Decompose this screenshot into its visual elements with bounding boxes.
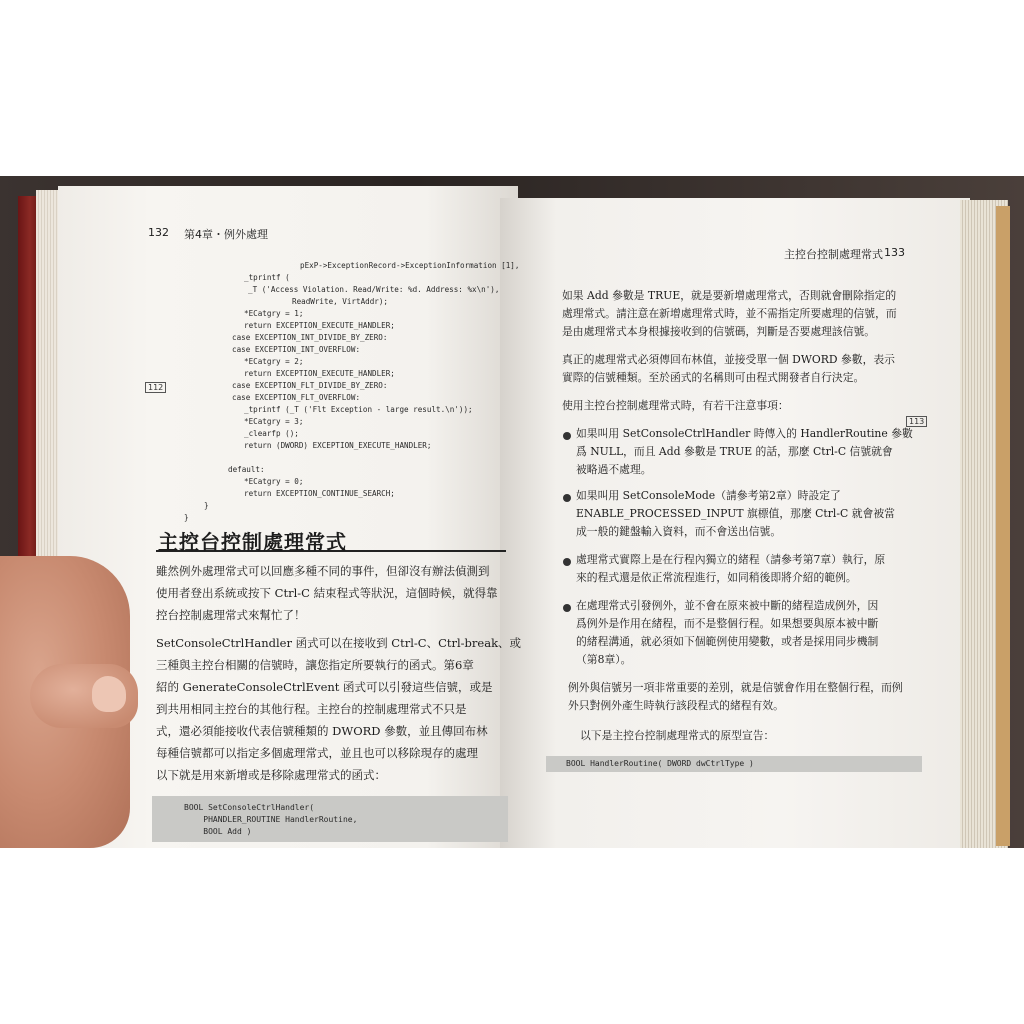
bullet-line: （第8章）。 [576,653,632,666]
code-box-line: BOOL SetConsoleCtrlHandler( [184,803,315,812]
code-line: } [204,501,209,510]
right-paragraph-line: 處理常式。請注意在新增處理常式時，並不需指定所要處理的信號，而 [562,307,897,320]
right-paragraph-line: 實際的信號種類。至於函式的名稱則可由程式開發者自行決定。 [562,371,865,384]
code-line: *ECatgry = 2; [244,357,304,366]
left-paragraph-line: 控台控制處理常式來幫忙了！ [156,608,306,622]
bullet-icon [563,494,571,502]
code-line: _tprintf ( [244,273,290,282]
code-line: return (DWORD) EXCEPTION_EXECUTE_HANDLER; [244,441,432,450]
right-paragraph-line: 是由處理常式本身根據接收到的信號碼，判斷是否要處理該信號。 [562,325,876,338]
left-paragraph-line: 三種與主控台相關的信號時，讓您指定所要執行的函式。第6章 [156,658,474,672]
left-paragraph-line: 式，還必須能接收代表信號種類的 DWORD 參數，並且傳回布林 [156,724,488,738]
code-line: ReadWrite, VirtAddr); [292,297,389,306]
bullet-line: 在處理常式引發例外，並不會在原來被中斷的緒程造成例外，因 [576,599,879,612]
bullet-line: ENABLE_PROCESSED_INPUT 旗標值，那麼 Ctrl-C 就會被當 [576,507,895,520]
bullet-line: 如果叫用 SetConsoleCtrlHandler 時傳入的 HandlerRoutine 參數 [576,427,913,440]
code-box-line: PHANDLER_ROUTINE HandlerRoutine, [184,815,358,824]
right-paragraph-line: 使用主控台控制處理常式時，有若干注意事項： [562,399,789,412]
left-paragraph-line: 到共用相同主控台的其他行程。主控台的控制處理常式不只是 [156,702,467,716]
code-line: *ECatgry = 1; [244,309,304,318]
code-line: default: [228,465,265,474]
code-line: return EXCEPTION_EXECUTE_HANDLER; [244,369,395,378]
code-line: } [184,513,189,522]
bullet-line: 處理常式實際上是在行程內獨立的緒程（請參考第7章）執行，原 [576,553,886,566]
right-paragraph-line: 以下是主控台控制處理常式的原型宣告： [580,729,775,742]
bullet-line: 爲例外是作用在緒程，而不是整個行程。如果想要與原本被中斷 [576,617,879,630]
code-line: _T ('Access Violation. Read/Write: %d. Address: %x\n'), [248,285,500,294]
section-title: 主控台控制處理常式 [158,530,347,554]
left-paragraph-line: 使用者登出系統或按下 Ctrl-C 結束程式等狀況，這個時候，就得靠 [156,586,498,600]
bullet-icon [563,558,571,566]
right-paragraph-line: 例外與信號另一項非常重要的差別，就是信號會作用在整個行程，而例 [568,681,903,694]
code-line: return EXCEPTION_EXECUTE_HANDLER; [244,321,395,330]
bullet-line: 來的程式還是依正常流程進行，如同稍後即將介紹的範例。 [576,571,857,584]
left-paragraph-line: SetConsoleCtrlHandler 函式可以在接收到 Ctrl-C、Ctrl-break、或 [156,636,522,650]
left-paragraph-line: 每種信號都可以指定多個處理常式，並且也可以移除現存的處理 [156,746,478,760]
code-line: case EXCEPTION_FLT_DIVIDE_BY_ZERO: [232,381,388,390]
bullet-line: 的緒程溝通，就必須如下個範例使用變數，或者是採用同步機制 [576,635,879,648]
bullet-line: 被略過不處理。 [576,463,652,476]
code-line: _tprintf (_T ('Flt Exception - large result.\n')); [244,405,473,414]
code-line: case EXCEPTION_INT_OVERFLOW: [232,345,361,354]
right-page-number: 133 [884,246,905,259]
bullet-icon [563,432,571,440]
bullet-line: 爲 NULL，而且 Add 參數是 TRUE 的話，那麼 Ctrl-C 信號就會 [576,445,893,458]
code-line: case EXCEPTION_INT_DIVIDE_BY_ZERO: [232,333,388,342]
bullet-icon [563,604,571,612]
code-line: pExP->ExceptionRecord->ExceptionInformation [1], [300,261,520,270]
left-page-number: 132 [148,226,169,239]
code-box-line: BOOL HandlerRoutine( DWORD dwCtrlType ) [566,759,754,768]
left-chapter-header: 第4章・例外處理 [184,228,268,241]
code-box-line: BOOL Add ) [184,827,252,836]
book-cover-right [996,206,1010,846]
right-paragraph-line: 真正的處理常式必須傳回布林值，並接受單一個 DWORD 參數，表示 [562,353,895,366]
code-line: case EXCEPTION_FLT_OVERFLOW: [232,393,361,402]
bullet-line: 成一般的鍵盤輸入資料，而不會送出信號。 [576,525,782,538]
right-paragraph-line: 如果 Add 參數是 TRUE，就是要新增處理常式，否則就會刪除指定的 [562,289,897,302]
right-page-header: 主控台控制處理常式 [784,248,883,261]
book-photo [0,176,1024,848]
left-margin-note: 112 [145,382,166,393]
right-paragraph-line: 外只對例外產生時執行該段程式的緒程有效。 [568,699,784,712]
code-line: _clearfp (); [244,429,299,438]
left-paragraph-line: 以下就是用來新增或是移除處理常式的函式： [156,768,386,782]
code-line: return EXCEPTION_CONTINUE_SEARCH; [244,489,395,498]
left-paragraph-line: 雖然例外處理常式可以回應多種不同的事件，但卻沒有辦法偵測到 [156,564,490,578]
thumbnail [92,676,126,712]
right-margin-note: 113 [906,416,927,427]
code-line: *ECatgry = 3; [244,417,304,426]
left-paragraph-line: 紹的 GenerateConsoleCtrlEvent 函式可以引發這些信號，或是 [156,680,493,694]
bullet-line: 如果叫用 SetConsoleMode（請參考第2章）時設定了 [576,489,841,502]
code-line: *ECatgry = 0; [244,477,304,486]
